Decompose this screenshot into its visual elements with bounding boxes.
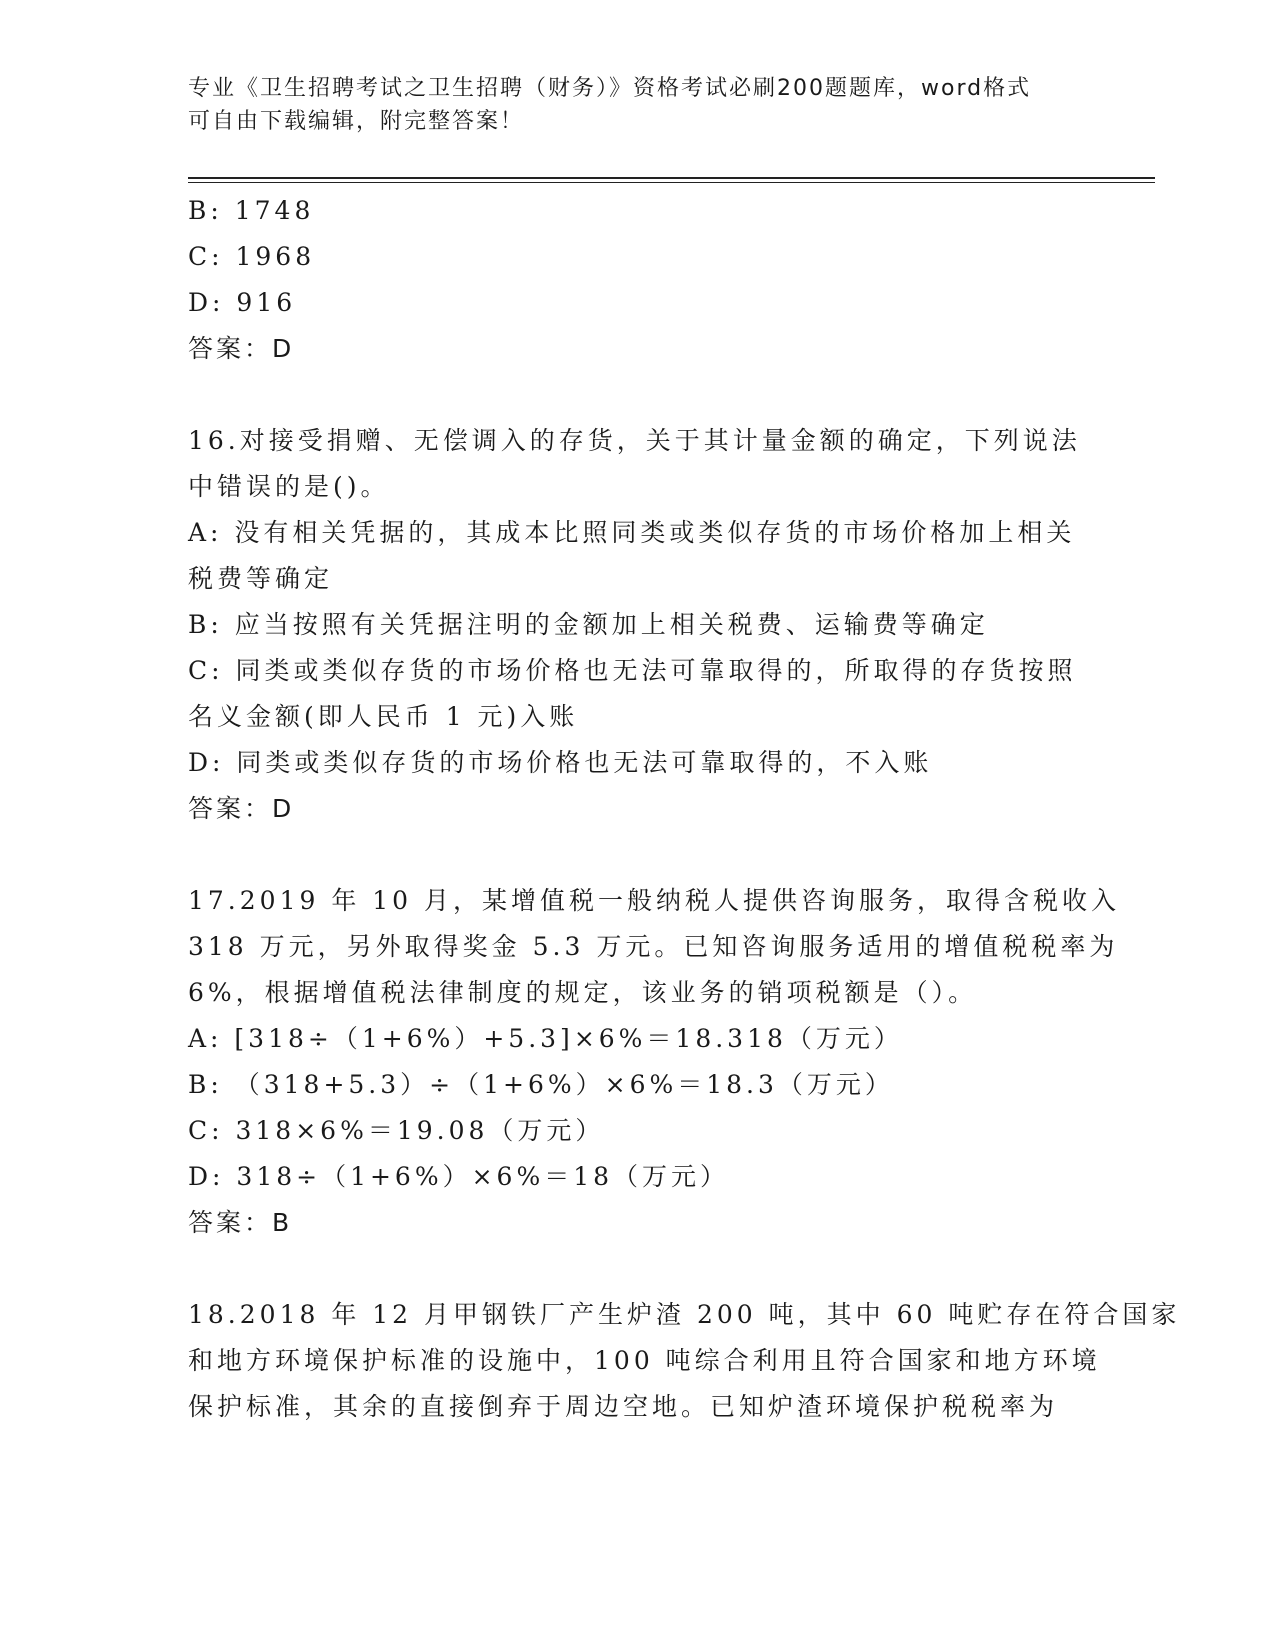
q16-stem-line-2: 中错误的是()。 <box>188 472 390 501</box>
q16-option-b: B: 应当按照有关凭据注明的金额加上相关税费、运输费等确定 <box>188 610 989 639</box>
q16-option-c-line-1: C: 同类或类似存货的市场价格也无法可靠取得的，所取得的存货按照 <box>188 656 1077 685</box>
q18-stem-line-3: 保护标准，其余的直接倒弃于周边空地。已知炉渣环境保护税税率为 <box>188 1392 1059 1421</box>
q17-option-c: C: 318×6%＝19.08（万元） <box>188 1116 605 1145</box>
q15-option-c: C: 1968 <box>188 242 316 271</box>
spacer <box>188 372 1088 418</box>
question-18-block <box>188 1292 1181 1430</box>
header-divider-thick <box>188 177 1155 179</box>
q17-option-a: A: [318÷（1+6%）+5.3]×6%＝18.318（万元） <box>188 1024 903 1053</box>
q17-stem-line-1: 17.2019 年 10 月，某增值税一般纳税人提供咨询服务，取得含税收入 <box>188 886 1121 915</box>
q15-answer: 答案：D <box>188 334 295 363</box>
page-content <box>188 188 1181 1430</box>
q18-stem-line-1: 18.2018 年 12 月甲钢铁厂产生炉渣 200 吨，其中 60 吨贮存在符合国家 <box>188 1300 1181 1329</box>
spacer <box>188 832 1088 878</box>
q18-stem-line-2: 和地方环境保护标准的设施中，100 吨综合利用且符合国家和地方环境 <box>188 1346 1101 1375</box>
question-15-block <box>188 188 1088 372</box>
q16-option-d: D: 同类或类似存货的市场价格也无法可靠取得的，不入账 <box>188 748 933 777</box>
q17-option-b: B: （318+5.3）÷（1+6%）×6%＝18.3（万元） <box>188 1070 894 1099</box>
spacer <box>188 1246 1088 1292</box>
q17-answer: 答案：B <box>188 1208 293 1237</box>
q16-option-a-line-2: 税费等确定 <box>188 564 334 593</box>
header-line-1: 专业《卫生招聘考试之卫生招聘（财务）》资格考试必刷200题题库，word格式 <box>188 76 1032 101</box>
q17-option-d: D: 318÷（1+6%）×6%＝18（万元） <box>188 1162 730 1191</box>
q17-stem-line-3: 6%，根据增值税法律制度的规定，该业务的销项税额是（）。 <box>188 978 978 1007</box>
header-divider-thin <box>188 182 1155 183</box>
q16-option-a-line-1: A: 没有相关凭据的，其成本比照同类或类似存货的市场价格加上相关 <box>188 518 1076 547</box>
q15-option-d: D: 916 <box>188 288 297 317</box>
question-16-block <box>188 418 1088 832</box>
q16-answer: 答案：D <box>188 794 295 823</box>
page-header <box>188 72 1088 138</box>
question-17-block <box>188 878 1121 1246</box>
header-line-2: 可自由下载编辑，附完整答案！ <box>188 109 525 134</box>
q16-option-c-line-2: 名义金额(即人民币 1 元)入账 <box>188 702 579 731</box>
q17-stem-line-2: 318 万元，另外取得奖金 5.3 万元。已知咨询服务适用的增值税税率为 <box>188 932 1119 961</box>
q15-option-b: B: 1748 <box>188 196 315 225</box>
q16-stem-line-1: 16.对接受捐赠、无偿调入的存货，关于其计量金额的确定，下列说法 <box>188 426 1081 455</box>
